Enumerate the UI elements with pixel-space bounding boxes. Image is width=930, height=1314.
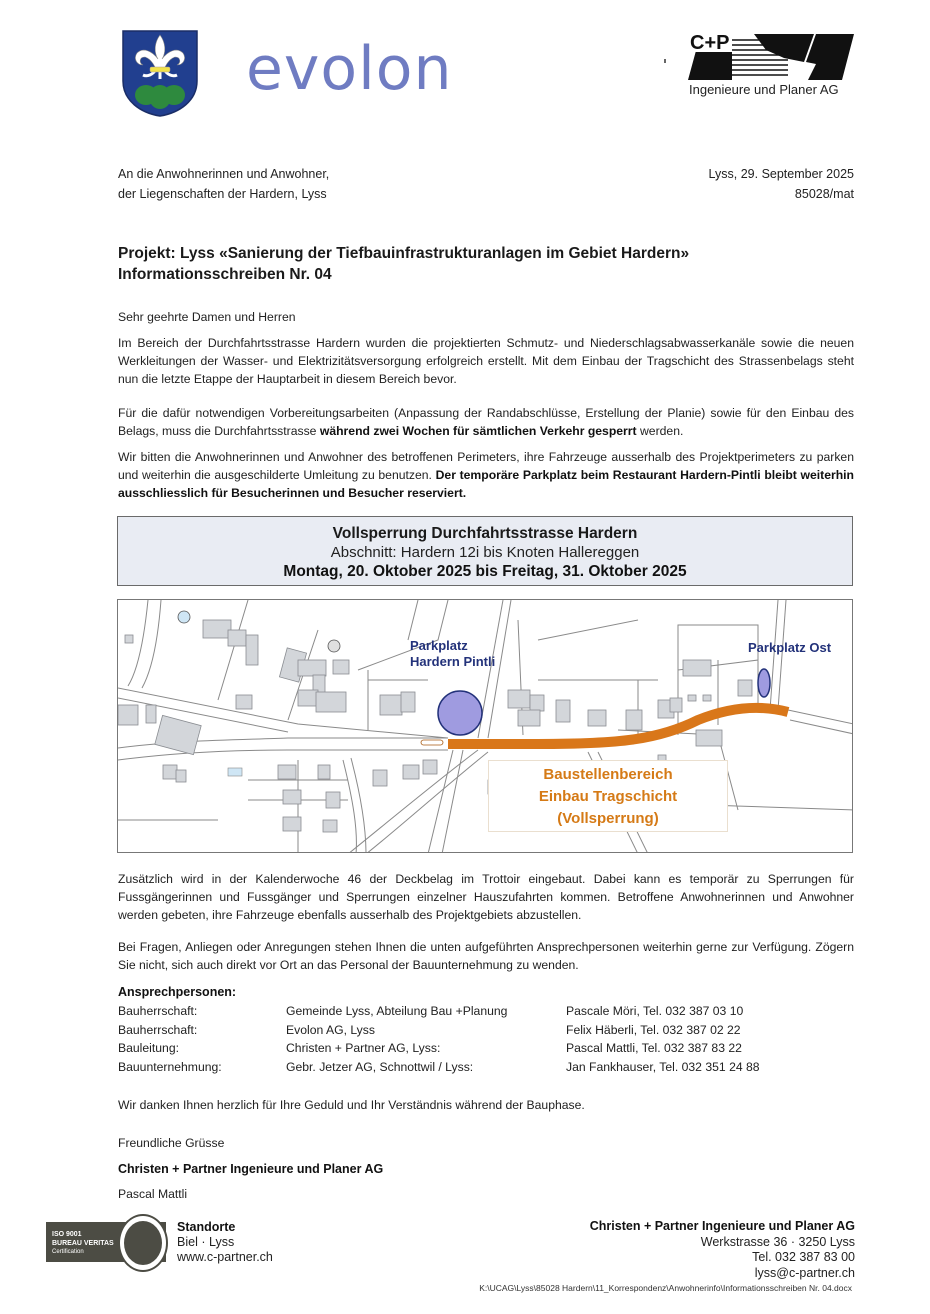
closure-section: Abschnitt: Hardern 12i bis Knoten Hallereggen	[330, 544, 640, 561]
footer-company-address	[590, 1219, 855, 1281]
contact-person: Pascal Mattli, Tel. 032 387 83 22	[566, 1041, 742, 1055]
contact-person: Pascale Möri, Tel. 032 387 03 10	[566, 1004, 744, 1018]
recipient-line-1: An die Anwohnerinnen und Anwohner,	[118, 167, 330, 181]
cp-logo-subtitle: Ingenieure und Planer AG	[689, 82, 839, 97]
paragraph-2-end: werden.	[636, 424, 684, 438]
letter-meta	[709, 164, 854, 204]
cert-line-3: Certification	[52, 1249, 84, 1255]
footer-address: Werkstrasse 36 · 3250 Lyss	[700, 1234, 855, 1249]
footer-company: Christen + Partner Ingenieure und Planer AG	[589, 1219, 855, 1233]
callout-line-1: Baustellenbereich	[543, 766, 673, 783]
parking-pintli-label	[410, 638, 495, 670]
paragraph-3	[118, 448, 854, 502]
callout-line-3: (Vollsperrung)	[557, 810, 659, 827]
paragraph-4: Zusätzlich wird in der Kalenderwoche 46 der Deckbelag im Trottoir eingebaut. Dabei kann es temporär zu Sperrungen für Fussgängerinnen und Fussgänger und Sperrungen einzelner Hauszufahrten kommen. Betroffene Anwohnerinnen und Anwohner werden gebeten, ihre Fahrzeuge ebenfalls ausserhalb des Projektgebiets abzustellen.	[118, 872, 854, 922]
callout-line-2: Einbau Tragschicht	[538, 788, 678, 805]
parking-pintli-label-line-2: Hardern Pintli	[410, 654, 496, 669]
contact-role: Bauunternehmung:	[118, 1059, 222, 1074]
contact-org: Gemeinde Lyss, Abteilung Bau +Planung	[286, 1004, 508, 1018]
contact-role: Bauleitung:	[118, 1041, 179, 1055]
footer-phone: Tel. 032 387 83 00	[752, 1250, 855, 1264]
cert-line-2: BUREAU VERITAS	[52, 1240, 114, 1247]
contact-org: Christen + Partner AG, Lyss:	[286, 1041, 441, 1055]
paragraph-3-text: Wir bitten die Anwohnerinnen und Anwohner des betroffenen Perimeters, ihre Fahrzeuge ausserhalb des Projektperimeters zu parken und weiterhin die ausgeschilderte Umleitung zu benutzen.	[118, 450, 854, 482]
contact-row	[118, 1002, 826, 1021]
construction-zone-road	[448, 708, 788, 744]
contact-person: Jan Fankhauser, Tel. 032 351 24 88	[566, 1059, 760, 1074]
paragraph-2-emphasis: während zwei Wochen für sämtlichen Verkehr gesperrt	[319, 424, 637, 438]
lyss-coat-of-arms-icon	[121, 29, 199, 117]
parking-pintli-marker	[438, 691, 482, 735]
parking-ost-marker	[758, 669, 770, 697]
contact-row	[118, 1058, 826, 1077]
contact-role: Bauherrschaft:	[118, 1004, 198, 1018]
cp-logo-icon	[688, 30, 854, 80]
parking-pintli-label-line-1: Parkplatz	[410, 638, 468, 653]
subject-line-2: Informationsschreiben Nr. 04	[118, 266, 332, 283]
contact-person: Felix Häberli, Tel. 032 387 02 22	[566, 1022, 741, 1037]
signature-name: Pascal Mattli	[118, 1187, 188, 1201]
footer-locations	[177, 1220, 273, 1265]
contacts-table	[118, 1002, 826, 1076]
contact-org: Evolon AG, Lyss	[286, 1022, 375, 1037]
contacts-heading: Ansprechpersonen:	[118, 985, 237, 999]
locations-list: Biel · Lyss	[177, 1235, 235, 1249]
thanks-text: Wir danken Ihnen herzlich für Ihre Geduld und Ihr Verständnis während der Bauphase.	[118, 1098, 585, 1112]
paragraph-1: Im Bereich der Durchfahrtsstrasse Hardern wurden die projektierten Schmutz- und Niederschlagsabwasserkanäle sowie die neuen Werkleitungen der Wasser- und Elektrizitätsversorgung erfolgreich erstellt. Mit dem Einbau der Tragschicht des Strassenbelags steht nun die letzte Etappe der Hauptarbeit in diesem Bereich bevor.	[118, 336, 854, 386]
cert-line-1: ISO 9001	[52, 1231, 82, 1238]
letter-subject	[118, 243, 689, 285]
contact-org: Gebr. Jetzer AG, Schnottwil / Lyss:	[286, 1059, 474, 1074]
footer-email[interactable]: lyss@c-partner.ch	[754, 1265, 855, 1280]
bureau-veritas-seal-icon	[118, 1214, 168, 1272]
closure-title: Vollsperrung Durchfahrtsstrasse Hardern	[332, 525, 638, 542]
contact-row	[118, 1039, 826, 1058]
contact-role: Bauherrschaft:	[118, 1022, 198, 1037]
closure-notice-box	[117, 516, 853, 586]
signature-company: Christen + Partner Ingenieure und Planer AG	[118, 1162, 384, 1176]
greeting: Freundliche Grüsse	[118, 1136, 225, 1150]
evolon-logo: evolon	[246, 34, 453, 104]
contact-row	[118, 1021, 826, 1040]
subject-line-1: Projekt: Lyss «Sanierung der Tiefbauinfrastrukturanlagen im Gebiet Hardern»	[118, 245, 690, 262]
scan-speck	[664, 59, 666, 63]
place-date: Lyss, 29. September 2025	[708, 167, 854, 181]
reference-number: 85028/mat	[794, 187, 854, 201]
closure-dates: Montag, 20. Oktober 2025 bis Freitag, 31. Oktober 2025	[283, 563, 687, 580]
paragraph-2-text: Für die dafür notwendigen Vorbereitungsarbeiten (Anpassung der Randabschlüsse, Erstellung der Planie) sowie für den Einbau des Belags, muss die Durchfahrtsstrasse	[118, 406, 854, 438]
parking-ost-label: Parkplatz Ost	[748, 640, 832, 655]
construction-callout	[488, 760, 728, 832]
paragraph-3-emphasis: Der temporäre Parkplatz beim Restaurant Hardern-Pintli bleibt weiterhin ausschliesslich für Besucherinnen und Besucher reserviert.	[118, 468, 854, 500]
cp-logo-text: C+P	[690, 32, 730, 54]
site-map	[117, 599, 853, 853]
recipient-line-2: der Liegenschaften der Hardern, Lyss	[118, 187, 327, 201]
website-link[interactable]: www.c-partner.ch	[177, 1250, 273, 1264]
paragraph-2	[118, 404, 854, 440]
locations-title: Standorte	[177, 1220, 236, 1234]
paragraph-5: Bei Fragen, Anliegen oder Anregungen stehen Ihnen die unten aufgeführten Ansprechpersonen weiterhin gerne zur Verfügung. Zögern Sie nicht, sich auch direkt vor Ort an das Personal der Bauunternehmung zu wenden.	[118, 940, 854, 972]
salutation: Sehr geehrte Damen und Herren	[118, 310, 296, 324]
file-path: K:\UCAG\Lyss\85028 Hardern\11_Korrespondenz\Anwohnerinfo\Informationsschreiben Nr. 04.docx	[479, 1283, 852, 1293]
recipient-address	[118, 164, 329, 204]
